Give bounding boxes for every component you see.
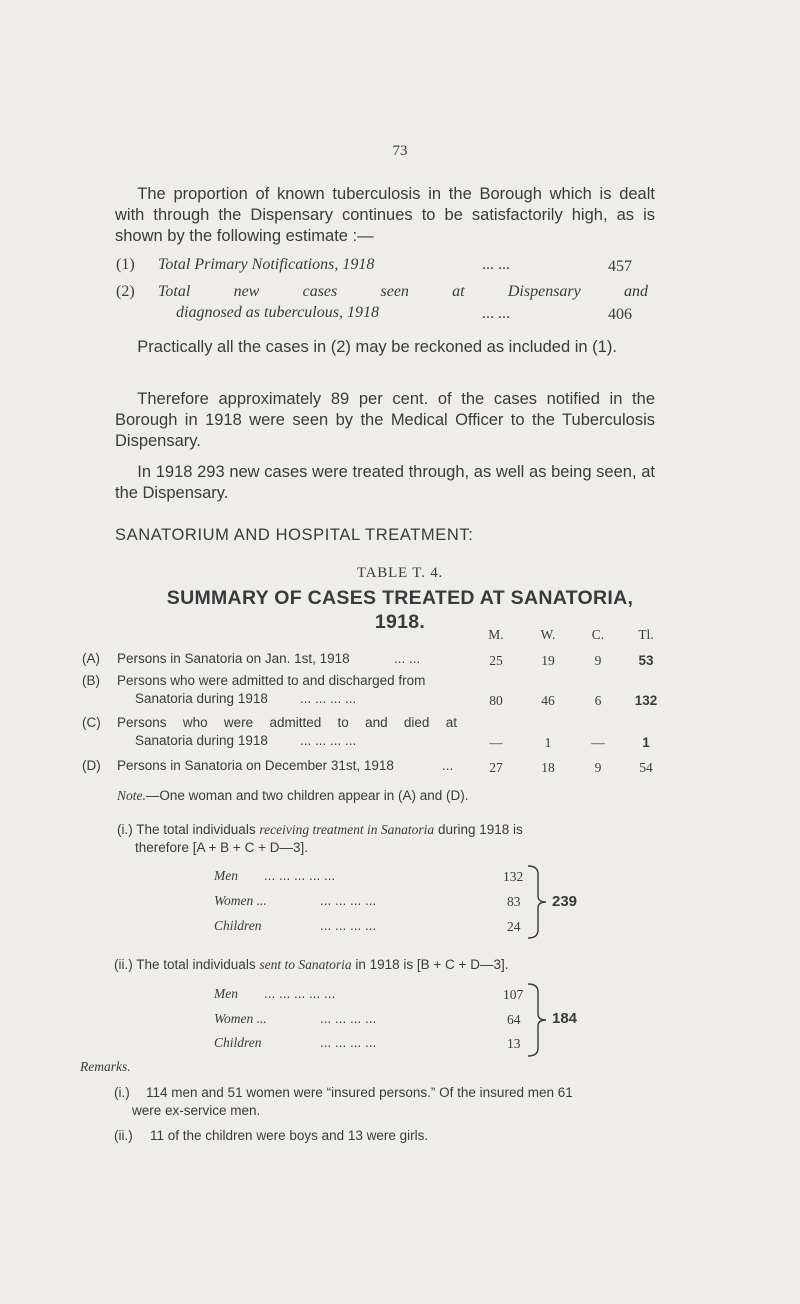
receiving-children-value: 24	[507, 919, 521, 934]
sent-intro	[114, 957, 508, 973]
sent-children-label: Children	[214, 1035, 262, 1050]
row-d-dots: ...	[442, 758, 454, 773]
row-c-total: 1	[642, 735, 650, 750]
row-b-children: 6	[594, 693, 602, 708]
row-b-men: 80	[489, 693, 503, 708]
estimate-2-text-line1: Total new cases seen at Dispensary and	[158, 283, 648, 300]
estimate-1-key: (1)	[116, 256, 135, 273]
row-c-label-line2: Sanatoria during 1918	[135, 733, 268, 748]
summary-title-line1: SUMMARY OF CASES TREATED AT SANATORIA,	[166, 587, 634, 609]
row-c-women: 1	[544, 735, 552, 750]
row-d-children: 9	[594, 760, 602, 775]
sent-intro-post: in 1918 is [B + C + D—3].	[355, 957, 509, 972]
table-label: TABLE T. 4.	[356, 565, 444, 581]
row-c-dots: ... ... ... ...	[300, 733, 357, 748]
sent-women-label: Women ...	[214, 1011, 267, 1026]
receiving-intro-pre: (i.) The total individuals	[117, 822, 256, 837]
summary-title-line2: 1918.	[374, 611, 426, 633]
sent-men-dots: ... ... ... ... ...	[264, 986, 336, 1001]
section-heading: SANATORIUM AND HOSPITAL TREATMENT:	[115, 526, 474, 544]
row-a-men: 25	[489, 653, 503, 668]
sent-intro-italic: sent to Sanatoria	[259, 957, 352, 972]
paragraph-percent: Therefore approximately 89 per cent. of the cases notified in the Borough in 1918 were seen by the Medical Officer to the Tuberculosis Dispensary.	[115, 390, 655, 450]
receiving-women-dots: ... ... ... ...	[320, 893, 377, 908]
sent-brace	[524, 982, 554, 1058]
note-text: —One woman and two children appear in (A) and (D).	[145, 788, 469, 803]
sent-women-dots: ... ... ... ...	[320, 1011, 377, 1026]
receiving-intro-italic: receiving treatment in Sanatoria	[259, 822, 435, 837]
note	[117, 788, 469, 804]
row-a-label: Persons in Sanatoria on Jan. 1st, 1918	[117, 651, 350, 666]
row-d-key: (D)	[82, 758, 101, 773]
row-c-children: —	[591, 735, 605, 750]
intro-paragraph: The proportion of known tuberculosis in the Borough which is dealt with through the Dispensary continues to be satisfactorily high, as is shown by the following estimate :—	[115, 185, 655, 245]
remark-1-key: (i.)	[114, 1085, 130, 1100]
row-a-women: 19	[541, 653, 555, 668]
sent-children-value: 13	[507, 1036, 521, 1051]
sent-men-label: Men	[214, 986, 238, 1001]
sent-intro-pre: (ii.) The total individuals	[114, 957, 256, 972]
estimate-2-key: (2)	[116, 283, 135, 300]
row-b-label-line1: Persons who were admitted to and discharged from	[117, 673, 426, 688]
row-b-dots: ... ... ... ...	[300, 691, 357, 706]
receiving-formula: therefore [A + B + C + D—3].	[135, 840, 308, 855]
receiving-children-dots: ... ... ... ...	[320, 918, 377, 933]
page-number: 73	[392, 143, 408, 159]
note-label: Note.	[117, 788, 146, 803]
remark-2-line1: 11 of the children were boys and 13 were girls.	[150, 1128, 429, 1143]
row-b-total: 132	[634, 693, 658, 708]
row-a-total: 53	[638, 653, 654, 668]
remark-1-line2: were ex-service men.	[132, 1103, 261, 1118]
receiving-total: 239	[552, 893, 578, 910]
row-d-label: Persons in Sanatoria on December 31st, 1918	[117, 758, 394, 773]
paragraph-included: Practically all the cases in (2) may be reckoned as included in (1).	[137, 338, 617, 356]
receiving-men-dots: ... ... ... ... ...	[264, 868, 336, 883]
row-c-men: —	[489, 735, 503, 750]
row-a-dots: ... ...	[394, 651, 421, 666]
paragraph-new-cases: In 1918 293 new cases were treated through, as well as being seen, at the Dispensary.	[115, 463, 655, 502]
row-d-women: 18	[541, 760, 555, 775]
column-header-men: M.	[488, 627, 504, 642]
row-d-men: 27	[489, 760, 503, 775]
row-c-key: (C)	[82, 715, 101, 730]
row-a-children: 9	[594, 653, 602, 668]
estimate-1-value: 457	[608, 258, 632, 275]
row-d-total: 54	[639, 760, 653, 775]
estimate-1-text: Total Primary Notifications, 1918	[158, 256, 375, 273]
row-a-key: (A)	[82, 651, 100, 666]
row-b-key: (B)	[82, 673, 100, 688]
sent-total: 184	[552, 1010, 578, 1027]
receiving-men-value: 132	[503, 869, 524, 884]
receiving-brace	[524, 864, 554, 940]
receiving-men-label: Men	[214, 868, 238, 883]
remarks-label: Remarks.	[80, 1059, 131, 1074]
receiving-intro	[117, 822, 523, 838]
sent-men-value: 107	[503, 987, 524, 1002]
estimate-2-value: 406	[608, 306, 632, 323]
sent-children-dots: ... ... ... ...	[320, 1035, 377, 1050]
remark-1-line1: 114 men and 51 women were “insured persons.” Of the insured men 61	[146, 1085, 573, 1100]
receiving-women-label: Women ...	[214, 893, 267, 908]
estimate-1-dots: ... ...	[482, 256, 510, 273]
estimate-2-text-line2: diagnosed as tuberculous, 1918	[176, 304, 379, 321]
row-b-label-line2: Sanatoria during 1918	[135, 691, 268, 706]
row-c-label-line1: Persons who were admitted to and died at	[117, 715, 457, 730]
remark-2-key: (ii.)	[114, 1128, 133, 1143]
receiving-women-value: 83	[507, 894, 521, 909]
sent-women-value: 64	[507, 1012, 521, 1027]
column-header-children: C.	[591, 627, 605, 642]
row-b-women: 46	[541, 693, 555, 708]
column-header-total: Tl.	[638, 627, 654, 642]
column-header-women: W.	[540, 627, 556, 642]
receiving-children-label: Children	[214, 918, 262, 933]
receiving-intro-post: during 1918 is	[437, 822, 523, 837]
estimate-2-dots: ... ...	[482, 305, 510, 322]
